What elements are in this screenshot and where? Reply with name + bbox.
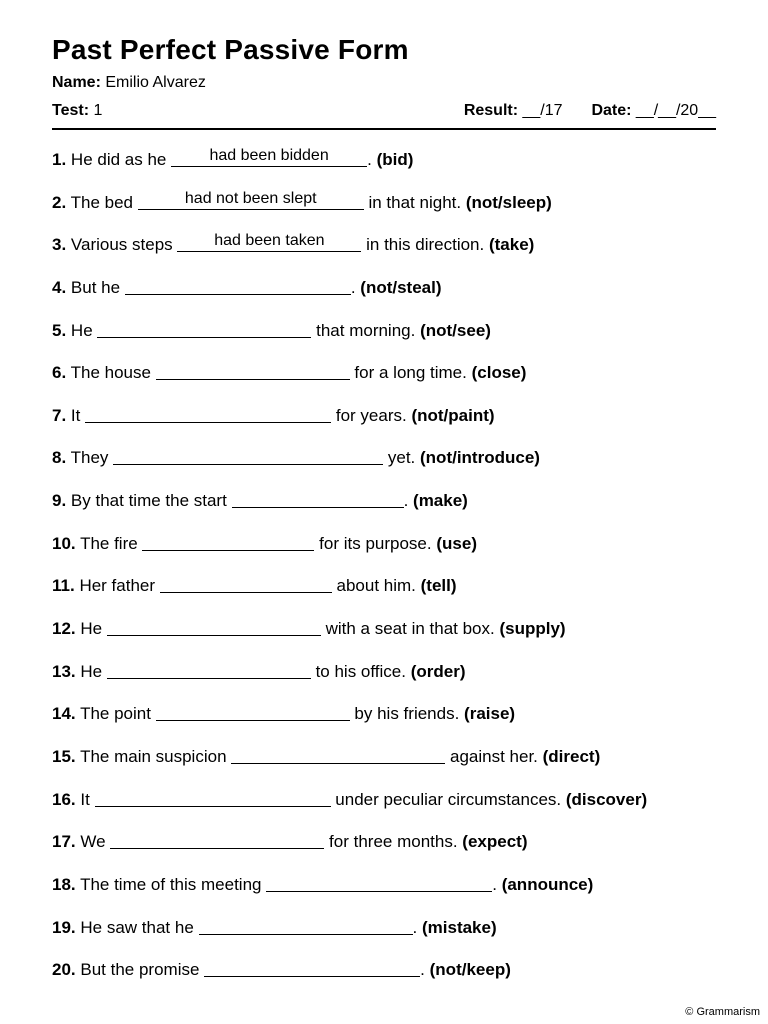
exercise-item <box>52 916 647 959</box>
item-number: 12. <box>52 619 76 639</box>
item-text-before: He <box>80 619 103 639</box>
item-text-after: . <box>367 150 372 169</box>
exercise-item <box>52 830 647 873</box>
exercise-item <box>52 745 647 788</box>
date-label: Date: <box>591 102 632 119</box>
verb-hint: (announce) <box>501 874 594 894</box>
student-name-row <box>52 73 716 93</box>
item-number: 15. <box>52 746 76 766</box>
item-text-before: The point <box>80 704 151 724</box>
item-number: 20. <box>52 960 76 980</box>
item-text-after: to his office. <box>315 661 406 681</box>
name-value: Emilio Alvarez <box>105 74 206 91</box>
verb-hint: (supply) <box>499 619 566 639</box>
exercise-item <box>52 489 647 532</box>
verb-hint: (not/paint) <box>411 405 495 425</box>
item-number: 9. <box>52 491 67 511</box>
item-text-before: He <box>80 661 103 681</box>
answer-blank[interactable] <box>204 959 420 977</box>
verb-hint: (expect) <box>462 832 528 852</box>
item-text-after: . <box>403 491 409 511</box>
item-text-after: yet. <box>387 448 416 468</box>
answer-blank[interactable] <box>138 189 364 210</box>
item-text-after: that morning. <box>316 320 416 340</box>
answer-blank[interactable] <box>156 362 350 380</box>
answer-blank[interactable] <box>160 575 332 593</box>
exercise-item <box>52 702 647 745</box>
exercise-item <box>52 233 647 276</box>
answer-blank[interactable] <box>107 661 311 679</box>
answer-blank[interactable] <box>177 234 361 252</box>
exercise-item <box>52 319 647 362</box>
exercise-item <box>52 958 647 1001</box>
answer-blank[interactable] <box>266 874 492 892</box>
answer-blank[interactable] <box>232 490 404 508</box>
answer-blank[interactable] <box>97 320 311 338</box>
exercise-item <box>52 276 647 319</box>
test-value: 1 <box>93 102 103 119</box>
result-value: __/17 <box>522 102 563 119</box>
item-text-before: It <box>70 405 81 425</box>
item-text-before: The main suspicion <box>80 746 227 766</box>
item-number: 18. <box>52 874 76 894</box>
name-label: Name: <box>52 74 101 91</box>
item-text-after: with a seat in that box. <box>325 619 495 639</box>
verb-hint: (not/introduce) <box>420 448 540 468</box>
item-text-after: under peculiar circumstances. <box>335 789 562 809</box>
exercise-item <box>52 148 647 191</box>
item-text-after: . <box>420 960 425 980</box>
test-label: Test: <box>52 102 90 119</box>
item-number: 8. <box>52 448 67 468</box>
item-number: 1. <box>52 150 67 169</box>
exercise-item <box>52 788 647 831</box>
result-label: Result: <box>463 102 519 119</box>
answer-blank[interactable] <box>199 917 413 935</box>
item-text-before: It <box>80 789 90 809</box>
item-number: 11. <box>52 576 75 596</box>
result-date-group <box>464 101 716 121</box>
date-value: __/__/20__ <box>635 102 716 119</box>
answer-blank[interactable] <box>171 149 367 167</box>
verb-hint: (not/steal) <box>360 277 442 297</box>
item-number: 5. <box>52 320 67 340</box>
exercise-list <box>52 148 647 1001</box>
item-text-before: But the promise <box>80 960 200 980</box>
test-info-row <box>52 101 716 121</box>
exercise-item <box>52 361 647 404</box>
verb-hint: (not/sleep) <box>465 192 552 212</box>
exercise-item <box>52 446 647 489</box>
item-text-before: By that time the start <box>70 491 227 511</box>
verb-hint: (mistake) <box>421 917 497 937</box>
verb-hint: (close) <box>471 363 527 383</box>
answer-blank[interactable] <box>110 831 324 849</box>
item-text-before: He did as he <box>70 150 167 169</box>
exercise-item <box>52 574 647 617</box>
verb-hint: (direct) <box>542 746 601 766</box>
item-text-before: The bed <box>70 192 133 212</box>
item-text-after: for years. <box>335 405 407 425</box>
item-number: 6. <box>52 363 67 383</box>
exercise-item <box>52 404 647 447</box>
item-text-after: in that night. <box>368 192 462 212</box>
answer-blank[interactable] <box>156 703 350 721</box>
verb-hint: (not/see) <box>420 320 491 340</box>
answer-blank[interactable] <box>142 533 314 551</box>
verb-hint: (use) <box>436 533 477 553</box>
verb-hint: (take) <box>488 235 535 255</box>
verb-hint: (raise) <box>464 704 516 724</box>
item-text-before: The fire <box>80 533 138 553</box>
answer-text: had been taken <box>214 232 325 250</box>
item-text-before: We <box>80 832 106 852</box>
verb-hint: (make) <box>413 491 468 511</box>
answer-blank[interactable] <box>85 405 331 423</box>
header-divider <box>52 128 716 130</box>
exercise-item <box>52 617 647 660</box>
item-number: 17. <box>52 832 76 852</box>
exercise-item <box>52 873 647 916</box>
item-text-after: by his friends. <box>354 704 460 724</box>
item-text-before: Various steps <box>70 235 173 255</box>
copyright-notice: © Grammarism <box>685 1006 760 1018</box>
exercise-item <box>52 660 647 703</box>
item-text-before: But he <box>70 277 121 297</box>
item-text-after: against her. <box>450 746 538 766</box>
exercise-item <box>52 532 647 575</box>
item-text-after: for a long time. <box>354 363 467 383</box>
item-text-before: The time of this meeting <box>80 874 262 894</box>
item-number: 3. <box>52 235 67 255</box>
answer-blank[interactable] <box>113 447 383 465</box>
item-number: 14. <box>52 704 76 724</box>
item-text-after: . <box>350 277 356 297</box>
item-text-after: . <box>492 874 497 894</box>
item-text-after: . <box>412 917 418 937</box>
verb-hint: (order) <box>410 661 466 681</box>
item-text-before: The house <box>70 363 151 383</box>
item-number: 2. <box>52 192 67 212</box>
worksheet-title: Past Perfect Passive Form <box>52 34 409 65</box>
answer-blank[interactable] <box>95 789 331 807</box>
item-text-before: He saw that he <box>80 917 194 937</box>
answer-blank[interactable] <box>125 277 351 295</box>
verb-hint: (bid) <box>376 150 414 169</box>
item-text-after: in this direction. <box>366 235 485 255</box>
verb-hint: (not/keep) <box>429 960 511 980</box>
verb-hint: (tell) <box>420 576 457 596</box>
verb-hint: (discover) <box>565 789 648 809</box>
item-number: 4. <box>52 277 67 297</box>
answer-blank[interactable] <box>107 618 321 636</box>
item-number: 16. <box>52 789 76 809</box>
item-text-after: for three months. <box>329 832 458 852</box>
answer-text: had not been slept <box>184 189 317 207</box>
item-number: 19. <box>52 917 76 937</box>
item-text-after: about him. <box>336 576 416 596</box>
exercise-item <box>52 191 647 234</box>
item-text-before: Her father <box>79 576 156 596</box>
item-number: 13. <box>52 661 76 681</box>
answer-blank[interactable] <box>231 746 445 764</box>
item-text-after: for its purpose. <box>319 533 432 553</box>
item-number: 10. <box>52 533 76 553</box>
item-text-before: He <box>70 320 93 340</box>
item-text-before: They <box>70 448 109 468</box>
item-number: 7. <box>52 405 67 425</box>
answer-text: had been bidden <box>209 147 329 164</box>
